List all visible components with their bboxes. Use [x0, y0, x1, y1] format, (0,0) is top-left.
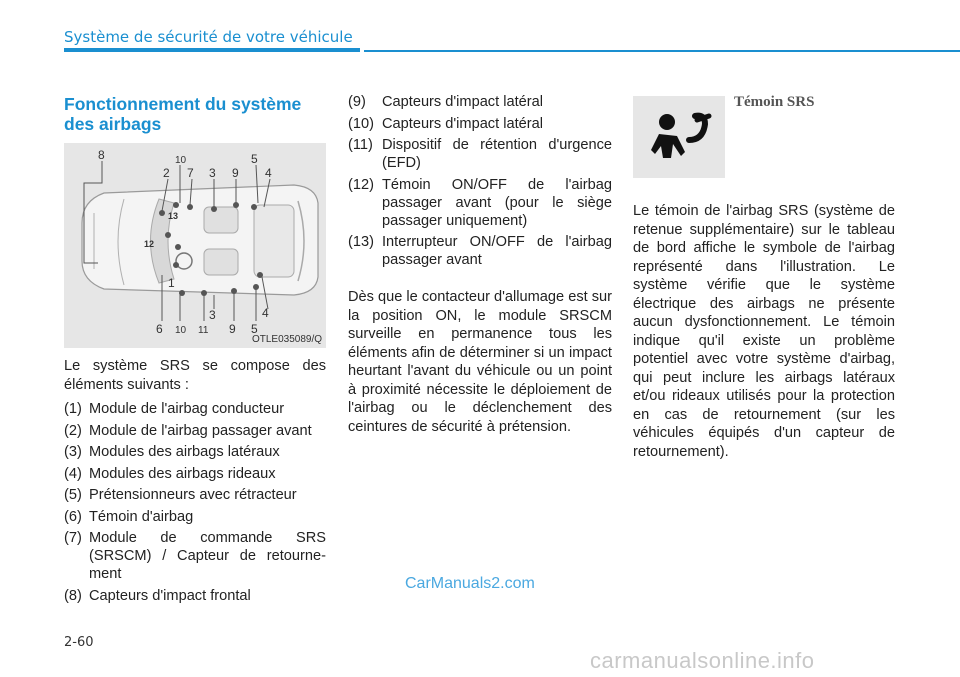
list-item-text: Capteurs d'impact latéral: [382, 115, 543, 132]
carmanuals-watermark[interactable]: CarManuals2.com: [405, 575, 535, 592]
list-item-number: (9): [348, 94, 366, 110]
callout-label: 9: [229, 322, 236, 336]
list-item: [348, 93, 612, 111]
list-item: [64, 422, 326, 440]
callout-label: 12: [144, 239, 155, 249]
list-item: [348, 233, 612, 269]
list-item-text: Dispositif de rétention d'urgence (EFD): [382, 137, 612, 171]
list-item: [348, 136, 612, 172]
callout-label: 11: [198, 325, 209, 336]
component-list-continued: [348, 93, 612, 273]
list-item-text: Modules des airbags latéraux: [89, 444, 280, 460]
list-item-number: (4): [64, 465, 82, 482]
list-item-text: Capteurs d'impact frontal: [89, 587, 251, 604]
callout-label: 7: [187, 166, 194, 180]
list-item-text: Capteurs d'impact latéral: [382, 94, 543, 110]
header-bar-right: [364, 50, 960, 52]
component-list: [64, 400, 326, 605]
temoin-srs-title: Témoin SRS: [734, 94, 815, 110]
list-item-text: Module de commande SRS (SRSCM) / Capteur de retourne-ment: [89, 530, 326, 582]
list-item-text: Modules des airbags rideaux: [89, 465, 276, 482]
intro-text: Le système SRS se compose des éléments suivants :: [64, 358, 326, 393]
list-item-text: Témoin ON/OFF de l'airbag passager avant (pour le siège passager uniquement): [382, 176, 612, 229]
list-item-text: Prétensionneurs avec rétracteur: [89, 487, 297, 503]
callout-label: 9: [232, 166, 239, 180]
callout-label: 1: [168, 276, 175, 290]
srscm-paragraph: Dès que le contacteur d'allumage est sur la position ON, le module SRSCM surveille en permanence tous les éléments afin de déterminer si un impact heurtant l'avant du véhicule ou un point à proximité nécessite le déploiement de l'airbag ou le déclenchement des ceintures de sécurité à prétension.: [348, 289, 612, 435]
list-item: [64, 587, 326, 605]
page-heading: Fonctionnement du système des airbags: [64, 94, 302, 134]
callout-label: 10: [175, 155, 187, 166]
airbag-diagram: [64, 143, 326, 348]
callout-label: 13: [168, 211, 179, 221]
list-item: [348, 115, 612, 133]
list-item-number: (12): [348, 176, 374, 193]
list-item: [348, 176, 612, 230]
list-item-number: (1): [64, 401, 82, 417]
list-item: [64, 529, 326, 583]
list-item-number: (8): [64, 587, 82, 604]
airbag-warning-icon: [633, 96, 725, 178]
section-title: Système de sécurité de votre véhicule: [64, 28, 353, 46]
callout-label: 6: [156, 322, 163, 336]
callout-label: 2: [163, 166, 170, 180]
list-item-number: (5): [64, 487, 82, 503]
callout-label: 4: [265, 166, 272, 180]
list-item-number: (3): [64, 444, 82, 460]
footer-watermark: carmanualsonline.info: [590, 648, 815, 673]
list-item-text: Module de l'airbag passager avant: [89, 422, 312, 439]
callout-label: 5: [251, 152, 258, 166]
list-item: [64, 465, 326, 483]
list-item-number: (7): [64, 530, 82, 546]
figure-caption: OTLE035089/Q: [251, 334, 322, 345]
list-item-text: Témoin d'airbag: [89, 508, 194, 525]
page-number: 2-60: [64, 635, 94, 650]
list-item: [64, 486, 326, 504]
list-item-text: Module de l'airbag conducteur: [89, 401, 285, 417]
callout-label: 8: [98, 148, 105, 162]
list-item-number: (2): [64, 422, 82, 439]
list-item-number: (6): [64, 508, 82, 525]
callout-label: 5: [251, 322, 258, 336]
temoin-paragraph: Le témoin de l'airbag SRS (système de retenue supplémentaire) sur le tableau de bord affiche le symbole de l'airbag représenté dans l'illustration. Le système vérifie que le système électrique des airbags ne présente aucun dysfonctionnement. Le témoin indique qu'il existe un problème potentiel avec votre système d'airbag, qui peut inclure les airbags latéraux et/ou rideaux utilisés pour la protection en cas de retournement (sur les véhicules équipés d'un capteur de retournement).: [633, 203, 895, 460]
list-item-number: (11): [348, 137, 373, 153]
srs-warning-light-panel: [633, 96, 725, 178]
list-item: [64, 508, 326, 526]
car-topview-illustration: [64, 143, 326, 348]
component-list-section: [64, 357, 326, 608]
callout-label: 3: [209, 166, 216, 180]
list-item: [64, 400, 326, 418]
callout-label: 3: [209, 308, 216, 322]
list-item: [64, 443, 326, 461]
header-bar-left: [64, 48, 360, 52]
list-item-number: (10): [348, 115, 374, 132]
list-item-number: (13): [348, 234, 374, 250]
list-item-text: Interrupteur ON/OFF de l'airbag passager avant: [382, 234, 612, 268]
callout-label: 10: [175, 325, 187, 336]
callout-label: 4: [262, 306, 269, 320]
component-list-2: [348, 93, 612, 269]
